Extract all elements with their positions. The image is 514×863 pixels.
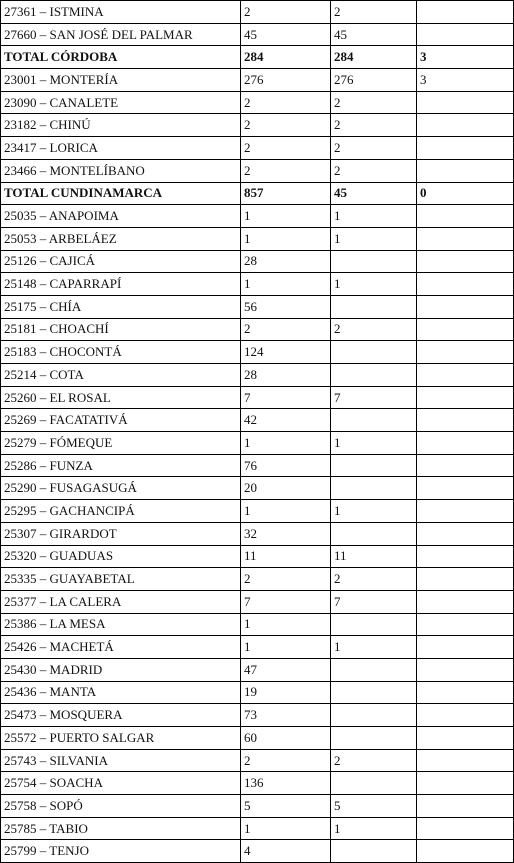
- value-cell-2: [331, 341, 417, 364]
- value-cell-1: 1: [241, 205, 331, 228]
- table-row: [1, 432, 514, 455]
- value-cell-3: [417, 91, 514, 114]
- municipality-cell: 25148 – CAPARRAPÍ: [1, 273, 241, 296]
- value-cell-1: 1: [241, 613, 331, 636]
- value-cell-3: [417, 250, 514, 273]
- value-cell-2: 2: [331, 114, 417, 137]
- value-cell-3: [417, 477, 514, 500]
- value-cell-3: [417, 23, 514, 46]
- value-cell-2: 11: [331, 545, 417, 568]
- table-row: [1, 273, 514, 296]
- table-row: [1, 817, 514, 840]
- table-row: [1, 477, 514, 500]
- table-row: [1, 727, 514, 750]
- value-cell-3: [417, 681, 514, 704]
- value-cell-1: 56: [241, 295, 331, 318]
- value-cell-2: 284: [331, 46, 417, 69]
- municipality-cell: 25053 – ARBELÁEZ: [1, 227, 241, 250]
- table-row: [1, 91, 514, 114]
- value-cell-2: 2: [331, 749, 417, 772]
- value-cell-2: [331, 613, 417, 636]
- value-cell-1: 60: [241, 727, 331, 750]
- value-cell-2: 2: [331, 568, 417, 591]
- value-cell-3: [417, 795, 514, 818]
- municipality-cell: 25286 – FUNZA: [1, 454, 241, 477]
- value-cell-2: 276: [331, 69, 417, 92]
- value-cell-3: [417, 318, 514, 341]
- table-row: [1, 772, 514, 795]
- value-cell-3: [417, 137, 514, 160]
- value-cell-1: 276: [241, 69, 331, 92]
- value-cell-1: 2: [241, 749, 331, 772]
- value-cell-2: 2: [331, 137, 417, 160]
- value-cell-1: 2: [241, 137, 331, 160]
- value-cell-1: 42: [241, 409, 331, 432]
- value-cell-2: [331, 522, 417, 545]
- municipality-cell: 25126 – CAJICÁ: [1, 250, 241, 273]
- total-row: [1, 46, 514, 69]
- value-cell-2: 7: [331, 386, 417, 409]
- value-cell-1: 284: [241, 46, 331, 69]
- table-row: [1, 454, 514, 477]
- municipality-cell: 25799 – TENJO: [1, 840, 241, 863]
- value-cell-3: [417, 1, 514, 24]
- table-row: [1, 114, 514, 137]
- municipality-cell: 23182 – CHINÚ: [1, 114, 241, 137]
- table-row: [1, 704, 514, 727]
- table-row: [1, 545, 514, 568]
- value-cell-2: [331, 772, 417, 795]
- value-cell-2: [331, 681, 417, 704]
- value-cell-3: [417, 341, 514, 364]
- value-cell-1: 73: [241, 704, 331, 727]
- value-cell-1: 47: [241, 658, 331, 681]
- municipality-cell: 25572 – PUERTO SALGAR: [1, 727, 241, 750]
- table-row: [1, 318, 514, 341]
- value-cell-3: [417, 613, 514, 636]
- value-cell-3: [417, 409, 514, 432]
- value-cell-2: 5: [331, 795, 417, 818]
- table-row: [1, 500, 514, 523]
- value-cell-2: 2: [331, 318, 417, 341]
- table-row: [1, 409, 514, 432]
- municipality-cell: 25290 – FUSAGASUGÁ: [1, 477, 241, 500]
- table-row: [1, 341, 514, 364]
- municipality-cell: 27660 – SAN JOSÉ DEL PALMAR: [1, 23, 241, 46]
- value-cell-2: [331, 454, 417, 477]
- municipality-cell: 25754 – SOACHA: [1, 772, 241, 795]
- municipality-cell: 25426 – MACHETÁ: [1, 636, 241, 659]
- value-cell-1: 136: [241, 772, 331, 795]
- value-cell-1: 2: [241, 91, 331, 114]
- municipality-cell: 25214 – COTA: [1, 364, 241, 387]
- municipality-cell: 25307 – GIRARDOT: [1, 522, 241, 545]
- value-cell-1: 1: [241, 273, 331, 296]
- value-cell-1: 5: [241, 795, 331, 818]
- value-cell-1: 76: [241, 454, 331, 477]
- value-cell-2: 7: [331, 590, 417, 613]
- value-cell-3: [417, 159, 514, 182]
- value-cell-3: [417, 522, 514, 545]
- table-row: [1, 636, 514, 659]
- value-cell-3: [417, 295, 514, 318]
- value-cell-2: 2: [331, 91, 417, 114]
- municipality-cell: 25279 – FÓMEQUE: [1, 432, 241, 455]
- table-row: [1, 137, 514, 160]
- value-cell-2: [331, 295, 417, 318]
- table-row: [1, 613, 514, 636]
- value-cell-2: [331, 704, 417, 727]
- value-cell-2: [331, 840, 417, 863]
- value-cell-1: 2: [241, 568, 331, 591]
- value-cell-3: [417, 114, 514, 137]
- value-cell-1: 32: [241, 522, 331, 545]
- value-cell-1: 28: [241, 364, 331, 387]
- value-cell-2: 45: [331, 182, 417, 205]
- municipality-cell: 25430 – MADRID: [1, 658, 241, 681]
- table-row: [1, 159, 514, 182]
- value-cell-3: [417, 500, 514, 523]
- value-cell-1: 1: [241, 817, 331, 840]
- table-row: [1, 295, 514, 318]
- value-cell-1: 857: [241, 182, 331, 205]
- table-row: [1, 227, 514, 250]
- value-cell-1: 7: [241, 386, 331, 409]
- table-row: [1, 364, 514, 387]
- value-cell-2: 1: [331, 205, 417, 228]
- table-row: [1, 69, 514, 92]
- value-cell-3: [417, 590, 514, 613]
- value-cell-2: [331, 364, 417, 387]
- table-row: [1, 23, 514, 46]
- value-cell-3: 0: [417, 182, 514, 205]
- table-row: [1, 250, 514, 273]
- value-cell-1: 2: [241, 318, 331, 341]
- table-row: [1, 205, 514, 228]
- municipality-cell: 25269 – FACATATIVÁ: [1, 409, 241, 432]
- municipality-cell: 23466 – MONTELÍBANO: [1, 159, 241, 182]
- table-row: [1, 386, 514, 409]
- municipality-cell: 25436 – MANTA: [1, 681, 241, 704]
- value-cell-1: 28: [241, 250, 331, 273]
- table-body: [1, 1, 514, 863]
- value-cell-2: 1: [331, 500, 417, 523]
- value-cell-3: [417, 636, 514, 659]
- value-cell-3: [417, 727, 514, 750]
- value-cell-1: 4: [241, 840, 331, 863]
- table-row: [1, 522, 514, 545]
- value-cell-1: 2: [241, 159, 331, 182]
- value-cell-2: 1: [331, 227, 417, 250]
- value-cell-1: 2: [241, 114, 331, 137]
- municipality-cell: 25260 – EL ROSAL: [1, 386, 241, 409]
- value-cell-3: 3: [417, 69, 514, 92]
- value-cell-2: [331, 658, 417, 681]
- value-cell-1: 20: [241, 477, 331, 500]
- municipality-cell: 25295 – GACHANCIPÁ: [1, 500, 241, 523]
- value-cell-2: [331, 477, 417, 500]
- municipality-cell: 25386 – LA MESA: [1, 613, 241, 636]
- value-cell-3: [417, 568, 514, 591]
- value-cell-3: [417, 227, 514, 250]
- value-cell-1: 45: [241, 23, 331, 46]
- table-row: [1, 681, 514, 704]
- value-cell-3: 3: [417, 46, 514, 69]
- total-row: [1, 182, 514, 205]
- table-row: [1, 795, 514, 818]
- value-cell-3: [417, 749, 514, 772]
- value-cell-1: 7: [241, 590, 331, 613]
- table-row: [1, 749, 514, 772]
- value-cell-2: [331, 409, 417, 432]
- value-cell-3: [417, 454, 514, 477]
- value-cell-1: 1: [241, 227, 331, 250]
- value-cell-3: [417, 545, 514, 568]
- value-cell-3: [417, 840, 514, 863]
- table-row: [1, 568, 514, 591]
- value-cell-3: [417, 364, 514, 387]
- value-cell-1: 2: [241, 1, 331, 24]
- municipality-cell: 27361 – ISTMINA: [1, 1, 241, 24]
- value-cell-2: [331, 250, 417, 273]
- value-cell-1: 1: [241, 500, 331, 523]
- value-cell-3: [417, 772, 514, 795]
- value-cell-3: [417, 658, 514, 681]
- value-cell-3: [417, 386, 514, 409]
- value-cell-2: 45: [331, 23, 417, 46]
- value-cell-2: 1: [331, 432, 417, 455]
- table-row: [1, 840, 514, 863]
- municipality-cell: 25785 – TABIO: [1, 817, 241, 840]
- municipality-cell: 23001 – MONTERÍA: [1, 69, 241, 92]
- municipality-cell: 25175 – CHÍA: [1, 295, 241, 318]
- municipality-cell: 25181 – CHOACHÍ: [1, 318, 241, 341]
- value-cell-1: 11: [241, 545, 331, 568]
- value-cell-2: 2: [331, 1, 417, 24]
- municipality-cell: 23090 – CANALETE: [1, 91, 241, 114]
- value-cell-1: 1: [241, 432, 331, 455]
- municipality-cell: 25320 – GUADUAS: [1, 545, 241, 568]
- municipality-cell: 25035 – ANAPOIMA: [1, 205, 241, 228]
- value-cell-1: 124: [241, 341, 331, 364]
- value-cell-2: 1: [331, 273, 417, 296]
- municipality-cell: 25743 – SILVANIA: [1, 749, 241, 772]
- value-cell-2: [331, 727, 417, 750]
- municipality-cell: 25183 – CHOCONTÁ: [1, 341, 241, 364]
- municipality-cell: 25377 – LA CALERA: [1, 590, 241, 613]
- value-cell-2: 1: [331, 636, 417, 659]
- municipality-cell: 25473 – MOSQUERA: [1, 704, 241, 727]
- value-cell-2: 2: [331, 159, 417, 182]
- municipality-cell: 23417 – LORICA: [1, 137, 241, 160]
- table-row: [1, 590, 514, 613]
- value-cell-3: [417, 205, 514, 228]
- value-cell-3: [417, 273, 514, 296]
- value-cell-1: 1: [241, 636, 331, 659]
- municipality-cell: 25758 – SOPÓ: [1, 795, 241, 818]
- value-cell-3: [417, 817, 514, 840]
- value-cell-1: 19: [241, 681, 331, 704]
- table-row: [1, 658, 514, 681]
- value-cell-3: [417, 432, 514, 455]
- table-row: [1, 1, 514, 24]
- municipality-cell: 25335 – GUAYABETAL: [1, 568, 241, 591]
- value-cell-3: [417, 704, 514, 727]
- municipality-cell: TOTAL CÓRDOBA: [1, 46, 241, 69]
- value-cell-2: 1: [331, 817, 417, 840]
- municipality-cell: TOTAL CUNDINAMARCA: [1, 182, 241, 205]
